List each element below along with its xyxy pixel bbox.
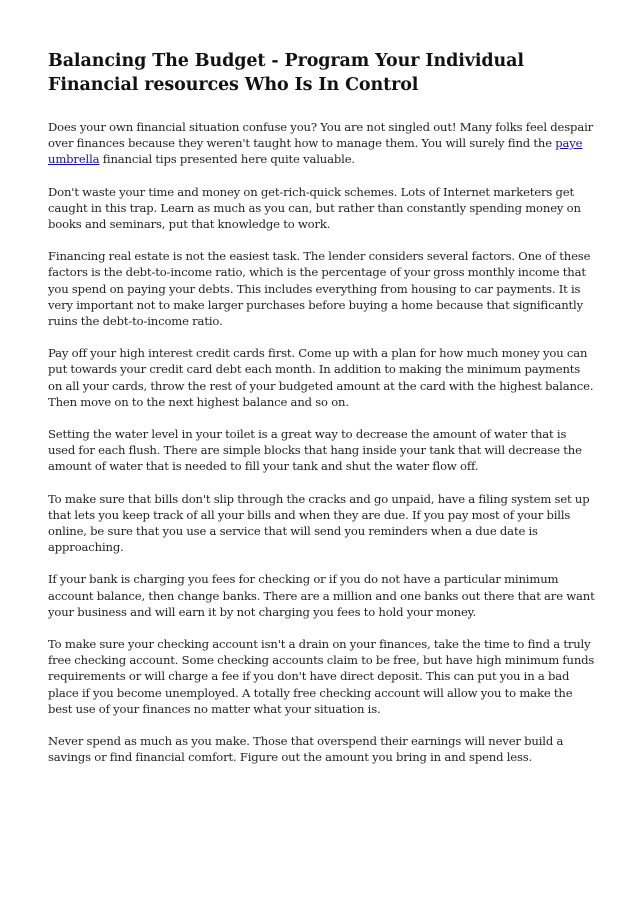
paragraph-filing-system: To make sure that bills don't slip through the cracks and go unpaid, have a filing system set up that lets you keep track of all your bills and when they are due. If you pay most of your bills online, be sure that you use a service that will send you reminders when a due date is approaching. [48,491,590,555]
document-title: Balancing The Budget - Program Your Individual Financial resources Who Is In Control [48,51,524,95]
paragraph-text: financial tips presented here quite valuable. [99,152,355,167]
paragraph-get-rich-quick: Don't waste your time and money on get-rich-quick schemes. Lots of Internet marketers get caught in this trap. Learn as much as you can, but rather than constantly spending money on books and seminars, put that knowledge to work. [48,184,581,232]
document-body [48,49,596,782]
paragraph-bank-fees: If your bank is charging you fees for checking or if you do not have a particular minimum account balance, then change banks. There are a million and one banks out there that are want your business and will earn it by not charging you fees to hold your money. [48,572,595,619]
paye-umbrella-link[interactable]: paye umbrella [48,136,583,167]
paragraph-checking-account: To make sure your checking account isn't a drain on your finances, take the time to find a truly free checking account. Some checking accounts claim to be free, but have high minimum funds requirements or will charge a fee if you don't have direct deposit. This can put you in a bad place if you become unemployed. A totally free checking account will allow you to make the best use of your finances no matter what your situation is. [48,637,595,716]
paragraph-real-estate: Financing real estate is not the easiest task. The lender considers several factors. One of these factors is the debt-to-income ratio, which is the percentage of your gross monthly income that you spend on paying your debts. This includes everything from housing to car payments. It is very important not to make larger purchases before buying a home because that significantly ruins the debt-to-income ratio. [48,249,591,329]
paragraph-toilet-water: Setting the water level in your toilet is a great way to decrease the amount of water that is used for each flush. There are simple blocks that hang inside your tank that will decrease the amount of water that is needed to fill your tank and shut the water flow off. [48,427,582,474]
paragraph-credit-cards: Pay off your high interest credit cards first. Come up with a plan for how much money you can put towards your credit card debt each month. In addition to making the minimum payments on all your cards, throw the rest of your budgeted amount at the card with the highest balance. Then move on to the next highest balance and so on. [48,346,594,409]
paragraph-spending: Never spend as much as you make. Those that overspend their earnings will never build a savings or find financial comfort. Figure out the amount you bring in and spend less. [48,734,564,765]
paragraph-text: Does your own financial situation confuse you? You are not singled out! Many folks feel despair over finances because they weren't taught how to manage them. You will surely find the [48,120,594,151]
paragraph-intro [48,119,596,168]
